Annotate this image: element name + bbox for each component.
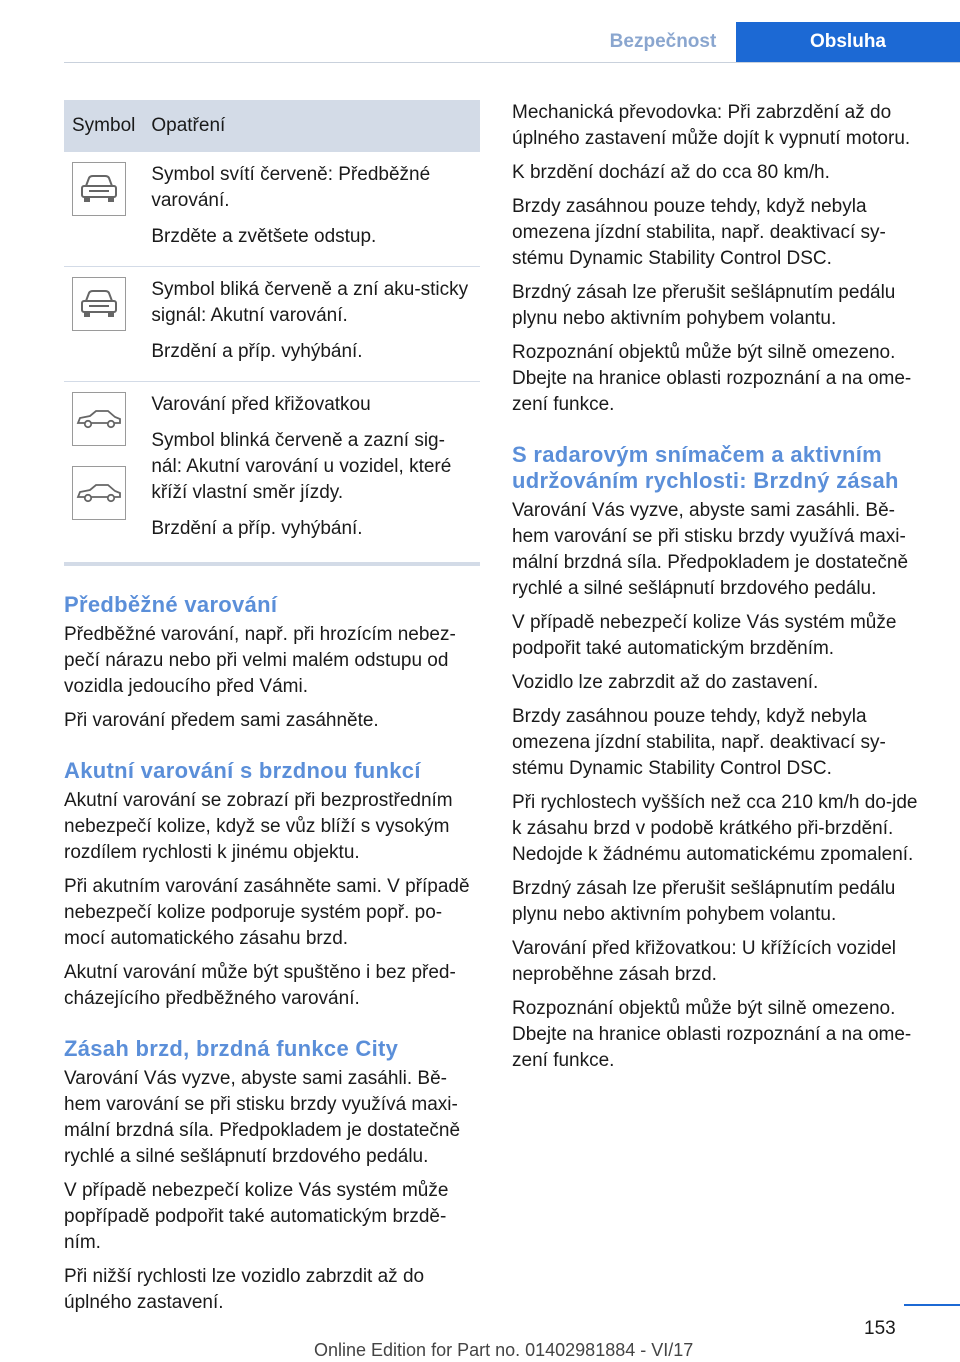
action-text: Brzdění a příp. vyhýbání.: [151, 341, 363, 362]
symbol-table: [64, 100, 480, 558]
footer-accent-rule: [904, 1304, 960, 1306]
header-tabs: [590, 22, 960, 62]
section-heading: Zásah brzd, brzdná funkce City: [64, 1036, 399, 1061]
header-divider: [64, 62, 960, 63]
action-cell: [143, 267, 480, 382]
action-text: Brzdění a příp. vyhýbání.: [151, 518, 363, 539]
car-side-icon: [72, 466, 126, 520]
paragraph: Brzdy zasáhnou pouze tehdy, když nebyla omezena jízdní stabilita, např. deaktivací sy-stému Dynamic Stability Control DSC.: [512, 706, 886, 779]
paragraph: Při rychlostech vyšších než cca 210 km/h do-jde k zásahu brzd v podobě krátkého při-brzdění. Nedojde k žádnému automatickému zpomalení.: [512, 792, 918, 865]
paragraph: Rozpoznání objektů může být silně omezeno. Dbejte na hranice oblasti rozpoznání a na ome-zení funkce.: [512, 342, 912, 415]
section-zasah-brzd-city: [64, 1036, 480, 1316]
section-heading: S radarovým snímačem a aktivním udržováním rychlosti: Brzdný zásah: [512, 442, 899, 493]
paragraph: V případě nebezpečí kolize Vás systém může podpořit také automatickým brzděním.: [512, 612, 897, 659]
paragraph: Mechanická převodovka: Při zabrzdění až do úplného zastavení může dojít k vypnutí motoru.: [512, 102, 911, 149]
action-text: Symbol blinká červeně a zazní sig-nál: Akutní varování u vozidel, které kříží vlastní směr jízdy.: [151, 430, 452, 503]
action-text: Brzděte a zvětšete odstup.: [151, 226, 377, 247]
action-text: Symbol bliká červeně a zní aku-sticky signál: Akutní varování.: [151, 279, 469, 326]
action-cell: [143, 382, 480, 559]
symbol-cell: [64, 267, 143, 382]
paragraph: Při akutním varování zasáhněte sami. V případě nebezpečí kolize podporuje systém popř. po-mocí automatického zásahu brzd.: [64, 876, 470, 949]
table-header-row: [64, 100, 480, 152]
paragraph: Varování Vás vyzve, abyste sami zasáhli. Bě-hem varování se při stisku brzdy využívá maxi-mální brzdná síla. Předpokladem je dostatečně rychlé a silné sešlápnutí brzdového pedálu.: [512, 500, 909, 599]
paragraph: K brzdění dochází až do cca 80 km/h.: [512, 162, 830, 183]
paragraph: Akutní varování se zobrazí při bezprostředním nebezpečí kolize, když se vůz blíží s vysokým rozdílem rychlosti k jinému objektu.: [64, 790, 453, 863]
car-front-icon: [72, 162, 126, 216]
action-text: Varování před křižovatkou: [151, 394, 371, 415]
paragraph: Varování před křižovatkou: U křížících vozidel neproběhne zásah brzd.: [512, 938, 897, 985]
paragraph: Varování Vás vyzve, abyste sami zasáhli. Bě-hem varování se při stisku brzdy využívá maxi-mální brzdná síla. Předpokladem je dostatečně rychlé a silné sešlápnutí brzdového pedálu.: [64, 1068, 461, 1167]
tab-bezpecnost[interactable]: Bezpečnost: [609, 31, 717, 52]
left-column: [64, 100, 480, 1324]
section-predbezne-varovani: [64, 592, 480, 734]
paragraph: V případě nebezpečí kolize Vás systém může popřípadě podpořit také automatickým brzdě-ním.: [64, 1180, 449, 1253]
paragraph: Brzdný zásah lze přerušit sešlápnutím pedálu plynu nebo aktivním pohybem volantu.: [512, 282, 896, 329]
paragraph: Rozpoznání objektů může být silně omezeno. Dbejte na hranice oblasti rozpoznání a na ome-zení funkce.: [512, 998, 912, 1071]
car-front-icon: [72, 277, 126, 331]
table-bottom-rule: [64, 562, 480, 566]
column-header-symbol: Symbol: [64, 100, 143, 152]
table-row: [64, 152, 480, 267]
table-row: [64, 267, 480, 382]
edition-watermark: Online Edition for Part no. 01402981884 - VI/17: [314, 1340, 694, 1360]
action-text: Symbol svítí červeně: Předběžné varování.: [151, 164, 431, 211]
tab-obsluha[interactable]: Obsluha: [736, 22, 960, 62]
paragraph: Vozidlo lze zabrzdit až do zastavení.: [512, 672, 819, 693]
car-side-icon: [72, 392, 126, 446]
paragraph: Brzdy zasáhnou pouze tehdy, když nebyla omezena jízdní stabilita, např. deaktivací sy-stému Dynamic Stability Control DSC.: [512, 196, 886, 269]
paragraph: Předběžné varování, např. při hrozícím nebez-pečí nárazu nebo při velmi malém odstupu od vozidla jedoucího před Vámi.: [64, 624, 456, 697]
paragraph: Při varování předem sami zasáhněte.: [64, 710, 379, 731]
paragraph: Akutní varování může být spuštěno i bez před-cházejícího předběžného varování.: [64, 962, 456, 1009]
section-heading: Akutní varování s brzdnou funkcí: [64, 758, 421, 783]
page-number: 153: [864, 1318, 896, 1339]
table-row: [64, 382, 480, 559]
paragraph: Brzdný zásah lze přerušit sešlápnutím pedálu plynu nebo aktivním pohybem volantu.: [512, 878, 896, 925]
section-radarovy-snimac: [512, 442, 928, 1074]
symbol-cell: [64, 382, 143, 559]
section-heading: Předběžné varování: [64, 592, 278, 617]
symbol-cell: [64, 152, 143, 267]
right-column: [512, 100, 928, 1082]
left-sections: [64, 592, 480, 1316]
column-header-action: Opatření: [143, 100, 480, 152]
action-cell: [143, 152, 480, 267]
paragraph: Při nižší rychlosti lze vozidlo zabrzdit až do úplného zastavení.: [64, 1266, 425, 1313]
section-akutni-varovani: [64, 758, 480, 1012]
